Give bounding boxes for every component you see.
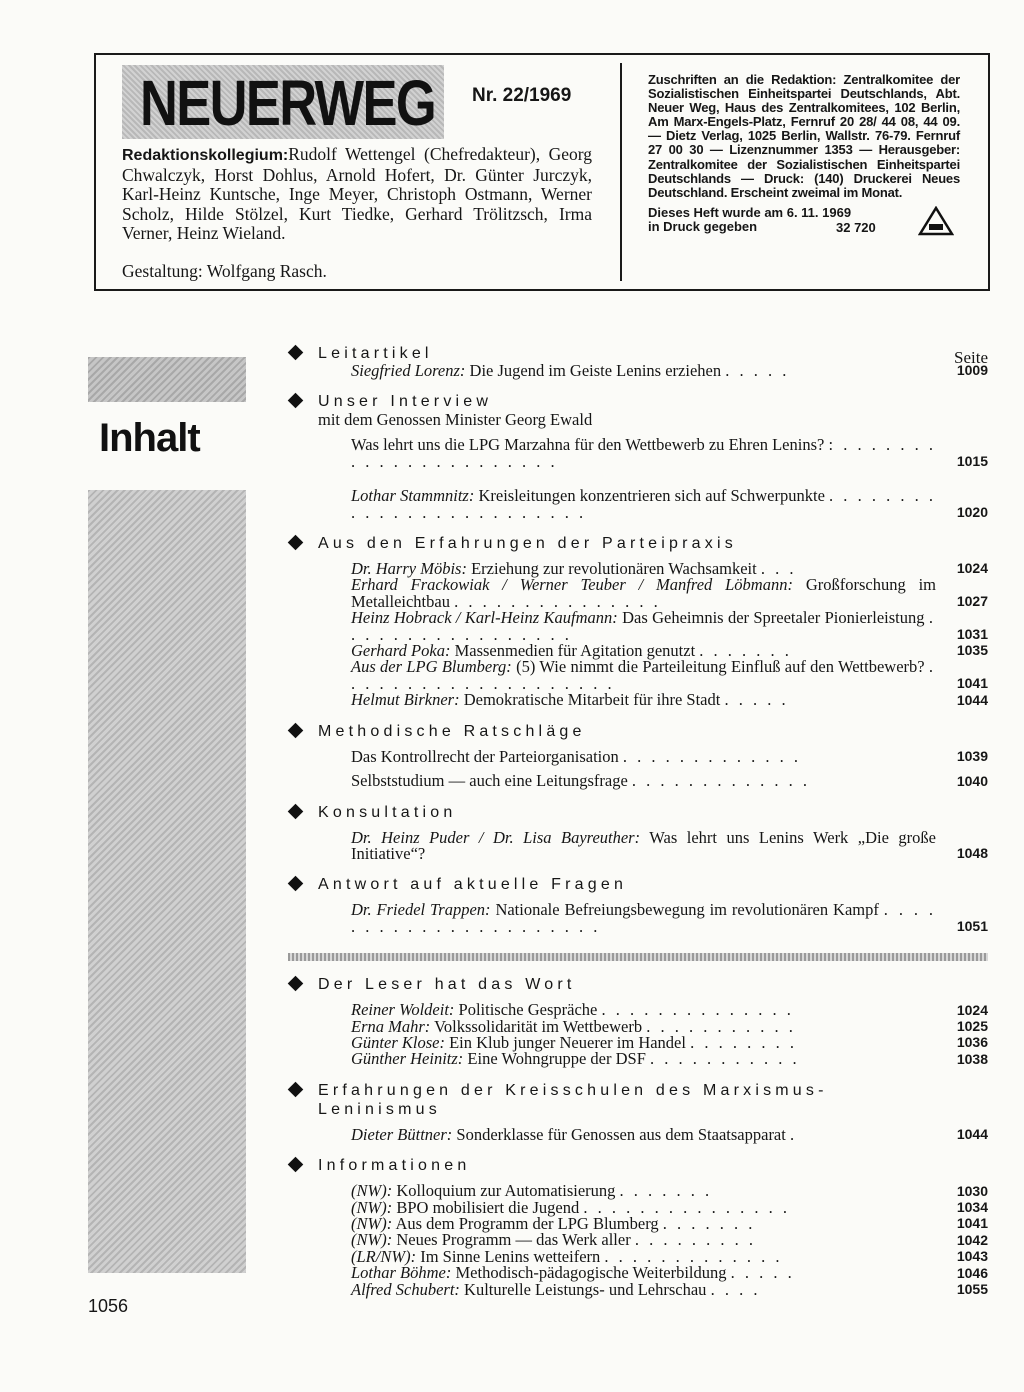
section-title: Erfahrungen der Kreisschulen des Marxismus-Leninismus xyxy=(318,1081,828,1118)
entry-title: Kolloquium zur Automatisierung xyxy=(396,1181,616,1201)
entry-page: 1044 xyxy=(956,1126,988,1143)
toc-entry[interactable]: Dr. Harry Möbis: Erziehung zur revolutionären Wachsamkeit . . . 1024 xyxy=(351,559,988,579)
entry-page: 1031 xyxy=(956,626,988,643)
print-date: Dieses Heft wurde am 6. 11. 1969 xyxy=(648,204,852,220)
entry-title: Großforschung im Metalleichtbau xyxy=(351,575,936,611)
entry-page: 1038 xyxy=(956,1050,988,1067)
toc-entry[interactable]: Aus der LPG Blumberg: (5) Wie nimmt die Parteileitung Einfluß auf den Wettbewerb? . . . . . . . . . . . . . . . . . . . . 1041 xyxy=(351,657,988,693)
toc-entry[interactable]: Lothar Stammnitz: Kreisleitungen konzentrieren sich auf Schwerpunkte . . . . . . . . . . . . . . . . . . . . . . . . . 1020 xyxy=(351,486,988,522)
section-title: Leitartikel xyxy=(318,345,433,362)
entry-page: 1020 xyxy=(956,504,988,521)
entry-author: Dr. Harry Möbis: xyxy=(351,559,467,579)
entry-page: 1039 xyxy=(956,748,988,765)
entry-page: 1009 xyxy=(956,362,988,379)
section-title: Antwort auf aktuelle Fragen xyxy=(318,876,628,894)
diamond-bullet-icon xyxy=(288,1081,304,1097)
entry-title: Neues Programm — das Werk aller xyxy=(396,1230,631,1250)
entry-page: 1036 xyxy=(956,1034,988,1051)
page-column-label: Seite xyxy=(954,348,988,367)
toc-entry[interactable]: Günther Heinitz: Eine Wohngruppe der DSF . . . . . . . . . . . 1038 xyxy=(351,1049,988,1069)
contents-heading: Inhalt xyxy=(99,416,200,460)
entry-author: Erhard Frackowiak / Werner Teuber / Manfred Löbmann: xyxy=(351,575,793,595)
entry-author: Dieter Büttner: xyxy=(351,1124,453,1144)
entry-page: 1015 xyxy=(956,453,988,470)
masthead-box xyxy=(94,53,990,291)
toc-entry[interactable]: Heinz Hobrack / Karl-Heinz Kaufmann: Das Geheimnis der Spreetaler Pionierleistung . . . . . . . . . . . . . . . . . 1031 xyxy=(351,608,988,644)
section-title: Informationen xyxy=(318,1157,471,1175)
entry-page: 1042 xyxy=(956,1231,988,1248)
entry-page: 1051 xyxy=(956,918,988,935)
entry-title: Sonderklasse für Genossen aus dem Staatsapparat xyxy=(456,1124,786,1144)
entry-title: Erziehung zur revolutionären Wachsamkeit xyxy=(471,559,757,579)
toc-section-leitartikel xyxy=(288,344,988,379)
entry-author: Aus der LPG Blumberg: xyxy=(351,657,512,677)
entry-page: 1043 xyxy=(956,1248,988,1265)
entry-page: 1024 xyxy=(956,1001,988,1018)
entry-title: Politische Gespräche xyxy=(458,1000,598,1020)
diamond-bullet-icon xyxy=(288,1157,304,1173)
toc-section-leser xyxy=(288,975,988,1068)
entry-author: (LR/NW): xyxy=(351,1246,417,1266)
entry-page: 1034 xyxy=(956,1198,988,1215)
masthead-right xyxy=(648,73,960,240)
entry-title: Kulturelle Leistungs- und Lehrschau xyxy=(464,1279,707,1299)
print-info xyxy=(648,206,960,240)
entry-author: Helmut Birkner: xyxy=(351,690,460,710)
toc-section-interview xyxy=(288,392,988,521)
toc-entry[interactable]: (NW): Kolloquium zur Automatisierung . . . . . . . 1030 xyxy=(351,1181,988,1201)
toc-entry[interactable]: Dieter Büttner: Sonderklasse für Genossen aus dem Staatsapparat . 1044 xyxy=(351,1124,988,1144)
toc-entry[interactable]: Dr. Friedel Trappen: Nationale Befreiungsbewegung im revolutionären Kampf . . . . . . . . . . . . . . . . . . . . . . 1051 xyxy=(351,900,988,936)
section-title: Konsultation xyxy=(318,803,457,821)
entry-title: Nationale Befreiungsbewegung im revolutionären Kampf xyxy=(495,900,879,920)
toc-entry[interactable]: Was lehrt uns die LPG Marzahna für den Wettbewerb zu Ehren Lenins? : . . . . . . . . . . . . . . . . . . . . . . 1015 xyxy=(351,435,988,471)
toc-entry[interactable]: Lothar Böhme: Methodisch-pädagogische Weiterbildung . . . . . 1046 xyxy=(351,1263,988,1283)
diamond-bullet-icon xyxy=(288,803,304,819)
masthead-divider xyxy=(620,63,622,281)
page-number: 1056 xyxy=(88,1296,129,1316)
toc-entry[interactable]: (LR/NW): Im Sinne Lenins wetteifern . . . . . . . . . . . . . 1043 xyxy=(351,1246,988,1266)
toc-section-methodische xyxy=(288,722,988,790)
toc-entry[interactable]: Siegfried Lorenz: Die Jugend im Geiste Lenins erziehen . . . . . 1009 xyxy=(351,361,988,380)
entry-page: 1048 xyxy=(956,845,988,862)
toc-entry[interactable]: Helmut Birkner: Demokratische Mitarbeit für ihre Stadt . . . . . 1044 xyxy=(351,690,988,710)
section-title: Der Leser hat das Wort xyxy=(318,976,576,994)
entry-page: 1046 xyxy=(956,1264,988,1281)
entry-title: Kreisleitungen konzentrieren sich auf Schwerpunkte xyxy=(478,486,825,506)
entry-title: Das Kontrollrecht der Parteiorganisation xyxy=(351,746,619,766)
entry-title: (5) Wie nimmt die Parteileitung Einfluß auf den Wettbewerb? xyxy=(516,657,925,677)
entry-title: Eine Wohngruppe der DSF xyxy=(467,1049,646,1069)
entry-page: 1035 xyxy=(956,642,988,659)
entry-page: 1041 xyxy=(956,1215,988,1232)
entry-title: BPO mobilisiert die Jugend xyxy=(396,1197,580,1217)
toc-entry[interactable] xyxy=(351,827,988,863)
toc-entry[interactable]: Erna Mahr: Volkssolidarität im Wettbewerb . . . . . . . . . . . 1025 xyxy=(351,1016,988,1036)
toc-section-kreisschulen xyxy=(288,1081,988,1143)
entry-title: Im Sinne Lenins wetteifern xyxy=(420,1246,601,1266)
toc-entry[interactable]: Erhard Frackowiak / Werner Teuber / Manfred Löbmann: Großforschung im Metalleichtbau . . . . . . . . . . . . . . . 1027 xyxy=(351,575,988,611)
entry-author: Günther Heinitz: xyxy=(351,1049,464,1069)
section-heading xyxy=(288,975,988,994)
diamond-bullet-icon xyxy=(288,535,304,551)
address-text: Zuschriften an die Redaktion: Zentralkomitee der Sozialistischen Einheitspartei Deutschlands, Abt. Neuer Weg, Haus des Zentralkomitees, 102 Berlin, Am Marx-Engels-Platz, Fernruf 20 28/ 44 08, 44 09. — Dietz Verlag, 1025 Berlin, Wallstr. 76-79. Fernruf 27 00 30 — Lizenznummer 1353 — Herausgeber: Zentralkomitee der Sozialistischen Einheitspartei Deutschlands — Druck: (140) Druckerei Neues Deutschland. Erscheint zweimal im Monat. xyxy=(648,72,960,200)
entry-page: 1027 xyxy=(956,593,988,610)
entry-author: Dr. Friedel Trappen: xyxy=(351,900,491,920)
toc-entry[interactable]: Alfred Schubert: Kulturelle Leistungs- und Lehrschau . . . . 1055 xyxy=(351,1279,988,1299)
print-code: 32 720 xyxy=(836,219,876,235)
section-title: Unser Interview xyxy=(318,393,493,411)
table-of-contents xyxy=(288,344,988,1303)
toc-section-informationen xyxy=(288,1156,988,1298)
entry-title: Methodisch-pädagogische Weiterbildung xyxy=(455,1263,727,1283)
section-heading xyxy=(288,1156,988,1175)
section-heading xyxy=(288,392,988,411)
toc-entry[interactable]: (NW): Neues Programm — das Werk aller . . . . . . . . . 1042 xyxy=(351,1230,988,1250)
entry-author: (NW): xyxy=(351,1181,393,1201)
entry-author: Siegfried Lorenz: xyxy=(351,361,466,380)
toc-entry[interactable]: Reiner Woldeit: Politische Gespräche . . . . . . . . . . . . . . 1024 xyxy=(351,1000,988,1020)
toc-entry[interactable]: Selbststudium — auch eine Leitungsfrage . . . . . . . . . . . . . 1040 xyxy=(351,771,988,791)
entry-title: Was lehrt uns die LPG Marzahna für den Wettbewerb zu Ehren Lenins? xyxy=(351,435,825,455)
section-title: Methodische Ratschläge xyxy=(318,722,586,740)
editorial-board xyxy=(122,145,592,244)
print-label: in Druck gegeben xyxy=(648,218,758,234)
section-subtitle: mit dem Genossen Minister Georg Ewald xyxy=(318,410,593,430)
entry-author: Heinz Hobrack / Karl-Heinz Kaufmann: xyxy=(351,608,618,628)
entry-title: Die Jugend im Geiste Lenins erziehen xyxy=(469,361,722,380)
entry-title: Demokratische Mitarbeit für ihre Stadt xyxy=(463,690,721,710)
section-heading xyxy=(288,875,988,894)
toc-section-parteipraxis xyxy=(288,534,988,709)
toc-section-konsultation xyxy=(288,803,988,863)
entry-author: Lothar Böhme: xyxy=(351,1263,452,1283)
toc-entry[interactable]: Gerhard Poka: Massenmedien für Agitation genutzt . . . . . . . 1035 xyxy=(351,641,988,661)
entry-author: Günter Klose: xyxy=(351,1032,445,1052)
section-heading xyxy=(288,803,988,822)
diamond-bullet-icon xyxy=(288,722,304,738)
entry-page: 1055 xyxy=(956,1281,988,1297)
entry-author: (NW): xyxy=(351,1213,393,1233)
diamond-bullet-icon xyxy=(288,345,304,361)
diamond-bullet-icon xyxy=(288,976,304,992)
entry-title: Volkssolidarität im Wettbewerb xyxy=(434,1016,643,1036)
entry-author: Dr. Heinz Puder / Dr. Lisa Bayreuther: xyxy=(351,827,641,847)
section-divider xyxy=(288,953,988,961)
toc-entry[interactable]: (NW): Aus dem Programm der LPG Blumberg . . . . . . . 1041 xyxy=(351,1213,988,1233)
toc-section-antwort xyxy=(288,875,988,935)
logo: NEUERWEG xyxy=(140,67,435,139)
entry-author: Reiner Woldeit: xyxy=(351,1000,455,1020)
entry-title: Ein Klub junger Neuerer im Handel xyxy=(449,1032,686,1052)
entry-page: 1030 xyxy=(956,1182,988,1199)
entry-page: 1040 xyxy=(956,772,988,789)
logo-block xyxy=(122,65,444,139)
section-heading xyxy=(288,1081,878,1119)
entry-page: 1025 xyxy=(956,1017,988,1034)
entry-title: Aus dem Programm der LPG Blumberg xyxy=(395,1213,659,1233)
entry-author: Gerhard Poka: xyxy=(351,641,451,661)
entry-page: 1044 xyxy=(956,691,988,708)
entry-title: Was lehrt uns Lenins Werk „Die große Initiative“? xyxy=(351,827,936,863)
editorial-label: Redaktionskollegium: xyxy=(122,147,289,164)
toc-entry[interactable]: Günter Klose: Ein Klub junger Neuerer im Handel . . . . . . . . 1036 xyxy=(351,1032,988,1052)
entry-title: Das Geheimnis der Spreetaler Pionierleistung xyxy=(622,608,925,628)
toc-entry[interactable]: (NW): BPO mobilisiert die Jugend . . . . . . . . . . . . . . . 1034 xyxy=(351,1197,988,1217)
printer-triangle-icon xyxy=(918,206,954,236)
section-heading xyxy=(288,534,988,553)
toc-entry[interactable]: Das Kontrollrecht der Parteiorganisation . . . . . . . . . . . . . 1039 xyxy=(351,746,988,766)
entry-author: (NW): xyxy=(351,1197,393,1217)
design-credit: Gestaltung: Wolfgang Rasch. xyxy=(122,261,327,281)
diamond-bullet-icon xyxy=(288,393,304,409)
entry-title: Selbststudium — auch eine Leitungsfrage xyxy=(351,771,628,791)
diamond-bullet-icon xyxy=(288,876,304,892)
entry-author: Lothar Stammnitz: xyxy=(351,486,475,506)
section-heading xyxy=(288,722,988,741)
entry-author: Alfred Schubert: xyxy=(351,1279,460,1299)
entry-page: 1041 xyxy=(956,675,988,692)
gray-band-column xyxy=(88,490,246,1273)
gray-band-top xyxy=(88,357,246,402)
entry-page: 1024 xyxy=(956,560,988,577)
issue-number: Nr. 22/1969 xyxy=(472,85,572,106)
entry-author: Erna Mahr: xyxy=(351,1016,431,1036)
section-title: Aus den Erfahrungen der Parteipraxis xyxy=(318,535,737,553)
editorial-text: Rudolf Wettengel (Chefredakteur), Georg Chwalczyk, Horst Dohlus, Arnold Hofert, Dr. Günter Jurczyk, Karl-Heinz Kuntsche, Inge Meyer, Christoph Ostmann, Werner Scholz, Hilde Stölzel, Kurt Tiedke, Gerhard Trölitzsch, Irma Verner, Heinz Wieland. xyxy=(122,144,592,244)
entry-title: Massenmedien für Agitation genutzt xyxy=(454,641,696,661)
entry-author: (NW): xyxy=(351,1230,393,1250)
